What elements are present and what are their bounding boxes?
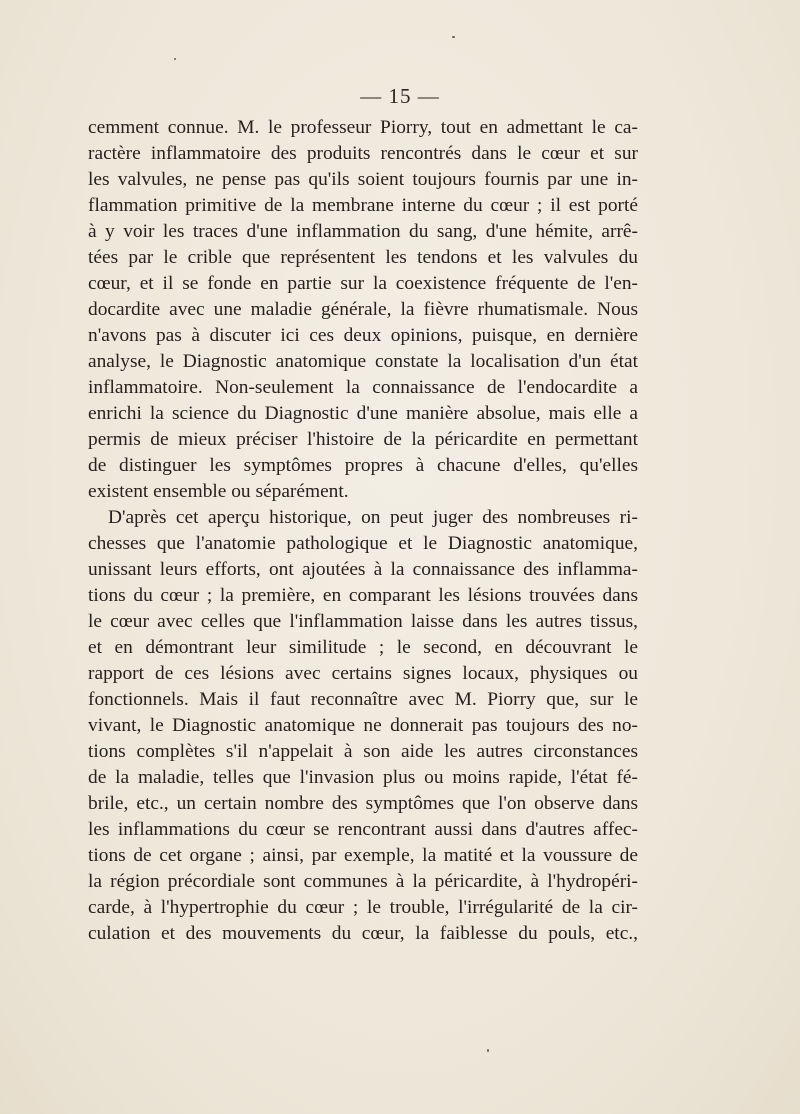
text-line: tions complètes s'il n'appelait à son aide les autres circonstances — [88, 741, 638, 762]
page-number: — 15 — — [360, 84, 440, 108]
text-line: les inflammations du cœur se rencontrant aussi dans d'autres affec- — [88, 819, 638, 840]
text-line: carde, à l'hypertrophie du cœur ; le trouble, l'irrégularité de la cir- — [88, 897, 638, 918]
paragraph-1 — [88, 115, 638, 505]
text-line: inflammatoire. Non-seulement la connaissance de l'endocardite a — [88, 377, 638, 398]
text-line: chesses que l'anatomie pathologique et le Diagnostic anatomique, — [88, 533, 638, 554]
text-line: les valvules, ne pense pas qu'ils soient toujours fournis par une in- — [88, 169, 638, 190]
text-line: existent ensemble ou séparément. — [88, 481, 349, 502]
text-line: D'après cet aperçu historique, on peut juger des nombreuses ri- — [108, 507, 638, 528]
text-line: flammation primitive de la membrane interne du cœur ; il est porté — [88, 195, 638, 216]
paper-speck — [487, 1049, 489, 1052]
text-line: vivant, le Diagnostic anatomique ne donnerait pas toujours des no- — [88, 715, 638, 736]
paragraph-2 — [88, 505, 638, 947]
text-line: unissant leurs efforts, ont ajoutées à la connaissance des inflamma- — [88, 559, 638, 580]
text-line: analyse, le Diagnostic anatomique constate la localisation d'un état — [88, 351, 638, 372]
text-line: à y voir les traces d'une inflammation du sang, d'une hémite, arrê- — [88, 221, 638, 242]
text-line: permis de mieux préciser l'histoire de la péricardite en permettant — [88, 429, 638, 450]
text-line: de la maladie, telles que l'invasion plus ou moins rapide, l'état fé- — [88, 767, 638, 788]
text-line: n'avons pas à discuter ici ces deux opinions, puisque, en dernière — [88, 325, 638, 346]
text-line: et en démontrant leur similitude ; le second, en découvrant le — [88, 637, 638, 658]
paper-speck — [174, 58, 176, 60]
text-line: cemment connue. M. le professeur Piorry, tout en admettant le ca- — [88, 117, 638, 138]
text-line: la région précordiale sont communes à la péricardite, à l'hydropéri- — [88, 871, 638, 892]
text-line: tions de cet organe ; ainsi, par exemple, la matité et la voussure de — [88, 845, 638, 866]
text-line: docardite avec une maladie générale, la fièvre rhumatismale. Nous — [88, 299, 638, 320]
text-line: cœur, et il se fonde en partie sur la coexistence fréquente de l'en- — [88, 273, 638, 294]
text-line: fonctionnels. Mais il faut reconnaître avec M. Piorry que, sur le — [88, 689, 638, 710]
body-text — [88, 115, 638, 947]
text-line: le cœur avec celles que l'inflammation laisse dans les autres tissus, — [88, 611, 638, 632]
text-line: ractère inflammatoire des produits rencontrés dans le cœur et sur — [88, 143, 638, 164]
text-line: tées par le crible que représentent les tendons et les valvules du — [88, 247, 638, 268]
text-line: culation et des mouvements du cœur, la faiblesse du pouls, etc., — [88, 923, 638, 944]
text-line: rapport de ces lésions avec certains signes locaux, physiques ou — [88, 663, 638, 684]
text-line: brile, etc., un certain nombre des symptômes que l'on observe dans — [88, 793, 638, 814]
text-line: tions du cœur ; la première, en comparant les lésions trouvées dans — [88, 585, 638, 606]
text-line: enrichi la science du Diagnostic d'une manière absolue, mais elle a — [88, 403, 638, 424]
paper-speck — [452, 36, 455, 38]
text-line: de distinguer les symptômes propres à chacune d'elles, qu'elles — [88, 455, 638, 476]
